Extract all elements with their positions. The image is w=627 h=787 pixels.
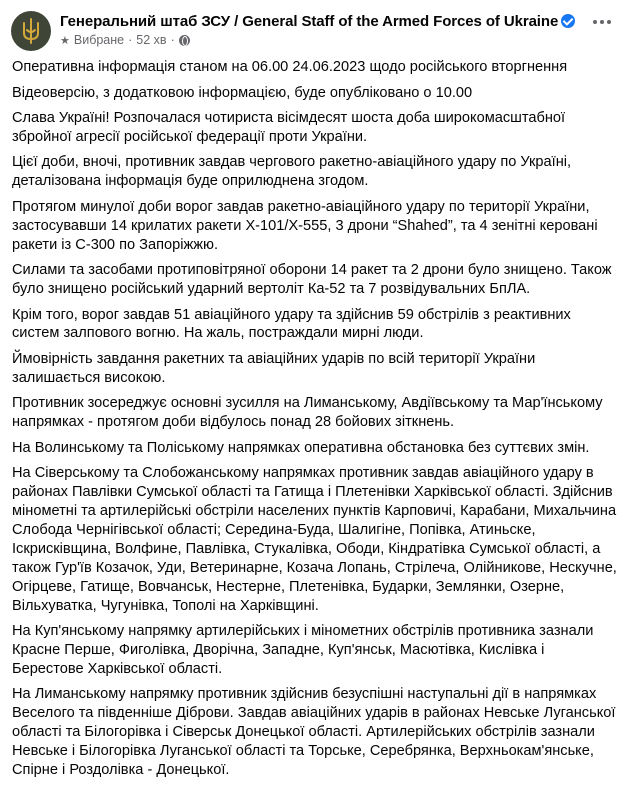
post-paragraph: Цієї доби, вночі, противник завдав чергового ракетно-авіаційного удару по Україні, деталізована інформація буде оприлюднена згодом. [12,154,572,190]
author-name-text[interactable]: Генеральний штаб ЗСУ / General Staff of the Armed Forces of Ukraine [60,13,559,30]
star-icon: ★ [60,34,70,47]
post-paragraph: Слава Україні! Розпочалася чотириста вісімдесят шоста доба широкомасштабної збройної агресії російської федерації проти України. [12,110,566,145]
post-paragraph: Протягом минулої доби ворог завдав ракетно-авіаційного удару по території України, застосувавши 14 крилатих ракети Х-101/Х-555, 3 дрони “Shahed”, та 4 зенітні керовані ракети із С-300 по Запоріжжю. [12,198,598,253]
post-paragraph: Відеоверсію, з додатковою інформацією, буде опубліковано о 10.00 [12,84,473,101]
verified-badge-icon [561,14,575,28]
meta-separator: · [128,33,133,47]
post-meta [60,33,190,47]
more-options-icon[interactable] [593,20,611,24]
post-paragraph: Противник зосереджує основні зусилля на Лиманському, Авдіївському та Мар'їнському напрямках - протягом доби відбулось понад 28 бойових зіткнень. [12,395,603,431]
post-paragraph: На Сіверському та Слобожанському напрямках противник завдав авіаційного удару в районах Павлівки Сумської області та Гатища і Плетенівки Харківської області. Здійснив мінометні та артилерійські обстріли населених пунктів Карповичі, Карабани, Михальчина Слобода Чернігівської області; Середина-Буда, Шалигіне, Попівка, Атиньске, Іскрисківщина, Волфине, Павлівка, Стукалівка, Ободи, Кіндратівка Сумської області, а також Гур'їв Козачок, Уди, Ветеринарне, Козача Лопань, Стрілеча, Олійникове, Нескучне, Огірцеве, Гатище, Вовчанськ, Нестерне, Плетенівка, Бударки, Землянки, Озерне, Вільхуватка, Чугунівка, Тополі на Харківщині. [12,465,617,614]
post-paragraph: Оперативна інформація станом на 06.00 24.06.2023 щодо російського вторгнення [12,59,568,75]
post-paragraph: Силами та засобами протиповітряної оборони 14 ракет та 2 дрони було знищено. Також було знищено російський ударний вертоліт Ка-52 та 7 розвідувальних БпЛА. [12,262,612,298]
post-paragraph: Крім того, ворог завдав 51 авіаційного удару та здійснив 59 обстрілів з реактивних систем залпового вогню. На жаль, постраждали мирні люди. [12,306,571,342]
post-paragraph: Ймовірність завдання ракетних та авіаційних ударів по всій території України залишається високою. [12,350,536,386]
trident-emblem-icon [20,18,42,44]
author-name[interactable] [60,12,575,30]
avatar[interactable] [11,11,51,51]
public-globe-icon [179,35,190,46]
favorites-label: Вибране [73,33,125,47]
post-paragraph: На Куп'янському напрямку артилерійських і мінометних обстрілів противника зазнали Красне Перше, Фиголівка, Дворічна, Западне, Куп'янськ, Масютівка, Кислівка і Берестове Харківської області. [12,623,594,677]
meta-separator-2: · [170,33,175,47]
post-time[interactable]: 52 хв [136,33,167,47]
post-paragraph: На Волинському та Поліському напрямках оперативна обстановка без суттєвих змін. [12,439,590,456]
post-paragraph: На Лиманському напрямку противник здійснив безуспішні наступальні дії в напрямках Веселого та південніше Діброви. Завдав авіаційних ударів в районах Невське Луганської області та Білогорівка і Сіверськ Донецької області. Артилерійських обстрілів зазнали Невське і Білогорівка Луганської області та Торське, Серебрянка, Верхньокам'янське, Спірне і Роздолівка - Донецької. [12,686,616,779]
post-header [0,0,627,54]
post-text [12,58,618,787]
